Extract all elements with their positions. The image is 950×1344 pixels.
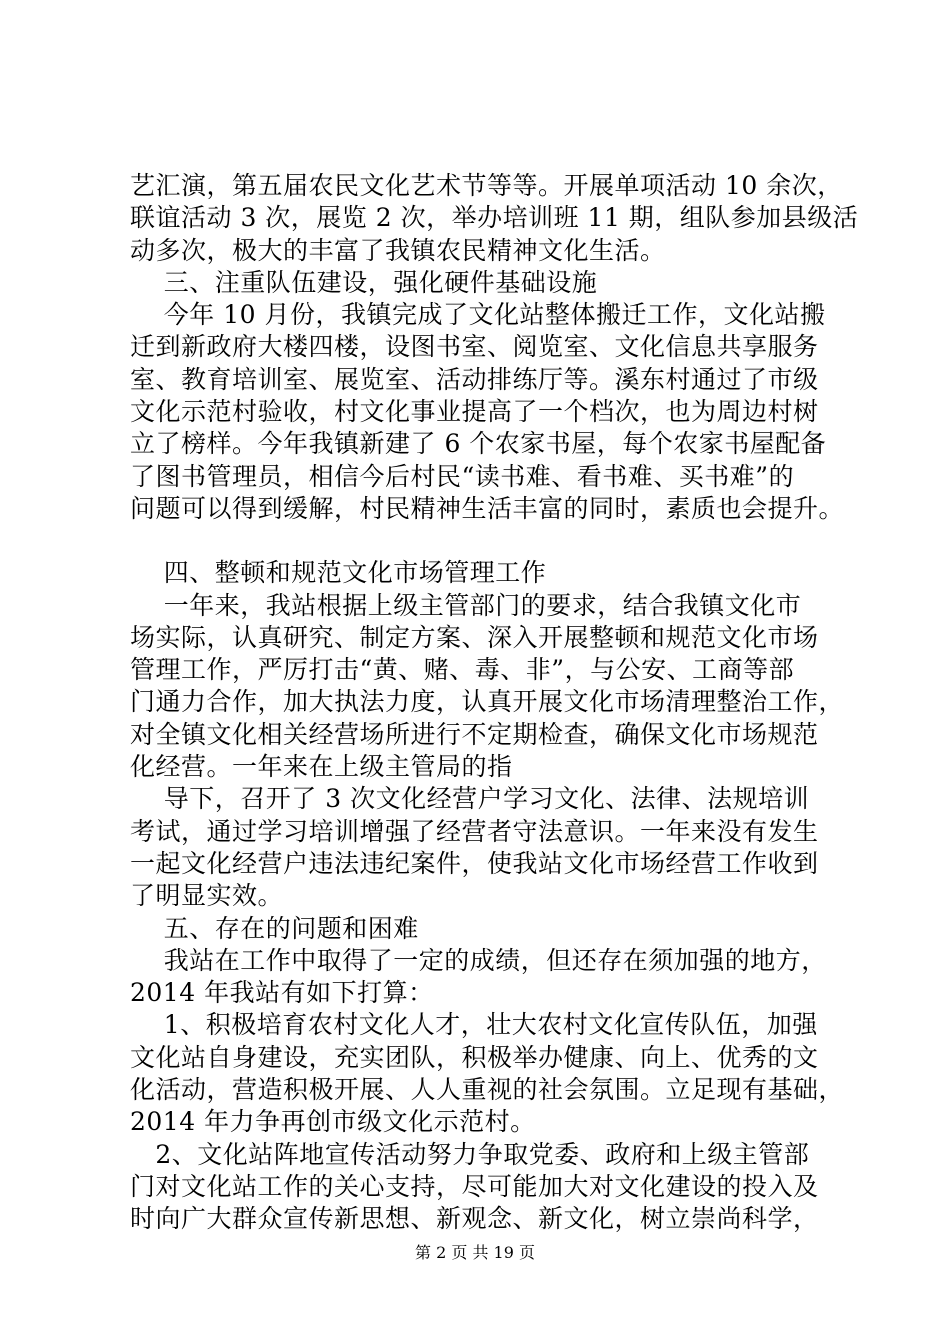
- text-line: 了图书管理员，相信今后村民“读书难、看书难、买书难”的: [130, 461, 795, 491]
- text-line: 今年 10 月份，我镇完成了文化站整体搬迁工作，文化站搬: [130, 300, 826, 330]
- paragraph: [130, 170, 859, 267]
- text-line: 门对文化站工作的关心支持，尽可能加大对文化建设的投入及: [130, 1171, 819, 1201]
- text-line: 三、注重队伍建设，强化硬件基础设施: [130, 267, 598, 297]
- paragraph: [130, 299, 850, 525]
- text-line: 一起文化经营户违法违纪案件，使我站文化市场经营工作收到: [130, 848, 819, 878]
- text-line: 2、文化站阵地宣传活动努力争取党委、政府和上级主管部: [130, 1139, 810, 1169]
- paragraph: [130, 1139, 850, 1236]
- text-line: 导下，召开了 3 次文化经营户学习文化、法律、法规培训: [130, 784, 810, 814]
- text-line: 立了榜样。今年我镇新建了 6 个农家书屋，每个农家书屋配备: [130, 429, 827, 459]
- text-line: 考试，通过学习培训增强了经营者守法意识。一年来没有发生: [130, 816, 819, 846]
- paragraph: [130, 590, 850, 784]
- text-line: 一年来，我站根据上级主管部门的要求，结合我镇文化市: [130, 590, 802, 620]
- text-line: 门通力合作，加大执法力度，认真开展文化市场清理整治工作，: [130, 687, 845, 717]
- text-line: 问题可以得到缓解，村民精神生活丰富的同时，素质也会提升。: [130, 493, 845, 523]
- text-line: 化活动，营造积极开展、人人重视的社会氛围。立足现有基础，: [130, 1075, 845, 1105]
- page-footer: 第 2 页 共 19 页: [415, 1243, 535, 1262]
- paragraph: [130, 557, 850, 589]
- paragraph: [130, 945, 850, 1010]
- text-line: 对全镇文化相关经营场所进行不定期检查，确保文化市场规范: [130, 719, 819, 749]
- text-line: 四、整顿和规范文化市场管理工作: [130, 558, 547, 588]
- paragraph: [130, 267, 850, 299]
- text-line: 管理工作，严厉打击“黄、赌、毒、非”，与公安、工商等部: [130, 655, 795, 685]
- text-line: 时向广大群众宣传新思想、新观念、新文化，树立崇尚科学，: [130, 1204, 819, 1234]
- text-line: 室、教育培训室、展览室、活动排练厅等。溪东村通过了市级: [130, 364, 819, 394]
- paragraph: [130, 913, 850, 945]
- text-line: 2014 年我站有如下打算：: [130, 978, 434, 1008]
- text-line: 1、积极培育农村文化人才，壮大农村文化宣传队伍，加强: [130, 1010, 818, 1040]
- text-line: 化经营。一年来在上级主管局的指: [130, 752, 513, 782]
- text-line: 文化示范村验收，村文化事业提高了一个档次，也为周边村树: [130, 397, 819, 427]
- text-line: 迁到新政府大楼四楼，设图书室、阅览室、文化信息共享服务: [130, 332, 819, 362]
- paragraph-gap: [130, 525, 850, 557]
- text-line: 五、存在的问题和困难: [130, 913, 419, 943]
- text-line: 了明显实效。: [130, 881, 284, 911]
- text-line: 2014 年力争再创市级文化示范村。: [130, 1107, 536, 1137]
- text-line: 场实际，认真研究、制定方案、深入开展整顿和规范文化市场: [130, 622, 819, 652]
- text-line: 艺汇演，第五届农民文化艺术节等等。开展单项活动 10 余次，: [130, 171, 843, 200]
- paragraph: [130, 1009, 850, 1138]
- text-line: 我站在工作中取得了一定的成绩，但还存在须加强的地方，: [130, 945, 827, 975]
- text-line: 动多次，极大的丰富了我镇农民精神文化生活。: [130, 235, 666, 265]
- text-line: 联谊活动 3 次，展览 2 次，举办培训班 11 期，组队参加县级活: [130, 203, 859, 233]
- paragraph: [130, 783, 850, 912]
- text-line: 文化站自身建设，充实团队，积极举办健康、向上、优秀的文: [130, 1042, 819, 1072]
- document-body: [130, 170, 859, 1236]
